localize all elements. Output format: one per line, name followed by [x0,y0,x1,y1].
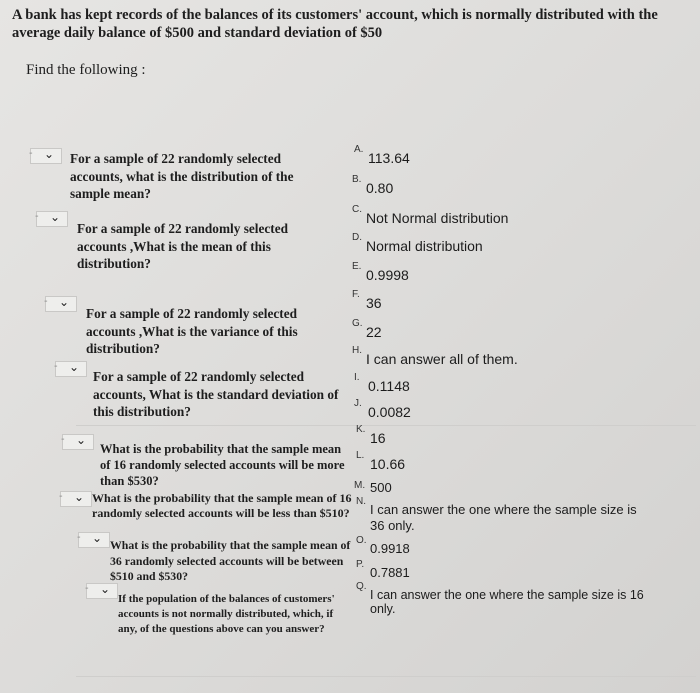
option-o [356,535,410,557]
option-c [352,204,509,226]
question-5: What is the probability that the sample mean of 16 randomly selected accounts will be more than $530? [100,442,345,488]
option-letter: E. [352,261,362,272]
question-6: What is the probability that the sample mean of 16 randomly selected accounts will be less than $510? [92,491,352,520]
option-d [352,232,483,254]
option-letter: N. [356,496,366,507]
option-letter: I. [354,372,360,383]
option-j [354,398,411,420]
option-letter: D. [352,232,362,243]
option-letter: F. [352,289,360,300]
option-letter: M. [354,480,366,491]
option-text: 0.0082 [368,404,411,420]
option-text: Normal distribution [366,238,483,254]
question-7: What is the probability that the sample mean of 36 randomly selected accounts will be between $510 and $530? [110,538,351,583]
option-l [356,450,406,472]
find-label: Find the following : [26,62,146,78]
answer-dropdown-3[interactable]: - ⌄ [45,296,77,312]
option-text: 36 [366,295,382,311]
answer-dropdown-2[interactable]: - ⌄ [36,211,68,227]
option-i [354,372,410,394]
option-text: 10.66 [370,456,406,472]
option-letter: P. [356,559,365,570]
option-text: 0.1148 [368,378,410,394]
question-2: For a sample of 22 randomly selected accounts ,What is the mean of this distribution? [77,221,288,271]
question-4: For a sample of 22 randomly selected accounts, What is the standard deviation of this distribution? [93,369,339,419]
problem-statement: A bank has kept records of the balances of its customers' account, which is normally distributed with the average daily balance of $500 and standard deviation of $50 [12,7,658,41]
option-letter: B. [352,174,362,185]
option-text: 0.80 [366,180,394,196]
answer-dropdown-7[interactable]: - ⌄ [78,532,110,548]
answer-dropdown-4[interactable]: - ⌄ [55,361,87,377]
option-text: 0.9998 [366,267,409,283]
chevron-down-icon: ⌄ [44,147,55,161]
option-b [352,174,394,196]
option-n [356,496,640,534]
option-a [354,144,410,166]
option-h [352,345,518,367]
option-text: 113.64 [368,150,410,166]
option-letter: H. [352,345,362,356]
chevron-down-icon: ⌄ [76,433,87,447]
option-letter: A. [354,144,364,155]
option-letter: L. [356,450,365,461]
option-letter: G. [352,318,363,329]
option-text: 22 [366,324,382,340]
answer-dropdown-6[interactable]: - ⌄ [60,491,92,507]
divider [76,425,696,426]
question-8: If the population of the balances of customers' accounts is not normally distributed, which, if any, of the questions above can you answer? [118,593,335,635]
answer-dropdown-1[interactable]: - ⌄ [30,148,62,164]
option-text: 0.7881 [370,565,410,580]
option-letter: Q. [356,581,367,592]
option-p [356,559,410,581]
chevron-down-icon: ⌄ [50,210,61,224]
option-text: I can answer the one where the sample size is 36 only. [370,502,637,533]
divider [76,676,696,677]
chevron-down-icon: ⌄ [74,490,85,504]
answer-dropdown-5[interactable]: - ⌄ [62,434,94,450]
option-letter: C. [352,204,362,215]
chevron-down-icon: ⌄ [69,360,80,374]
chevron-down-icon: ⌄ [59,295,70,309]
chevron-down-icon: ⌄ [100,582,111,596]
option-f [352,289,382,311]
option-text: 0.9918 [370,541,410,556]
question-3: For a sample of 22 randomly selected accounts ,What is the variance of this distribution? [86,306,298,356]
option-m [354,480,392,496]
option-text: Not Normal distribution [366,210,509,226]
option-letter: K. [356,424,366,435]
chevron-down-icon: ⌄ [92,531,103,545]
option-text: 500 [370,480,392,495]
option-q [356,581,650,616]
option-text: I can answer the one where the sample size is 16 only. [370,588,644,616]
option-text: 16 [370,430,386,446]
option-letter: O. [356,535,367,546]
option-e [352,261,409,283]
answer-dropdown-8[interactable]: - ⌄ [86,583,118,599]
option-letter: J. [354,398,362,409]
option-g [352,318,382,340]
question-1: For a sample of 22 randomly selected accounts, what is the distribution of the sample mean? [70,151,294,201]
option-k [356,424,386,446]
option-text: I can answer all of them. [366,351,518,367]
